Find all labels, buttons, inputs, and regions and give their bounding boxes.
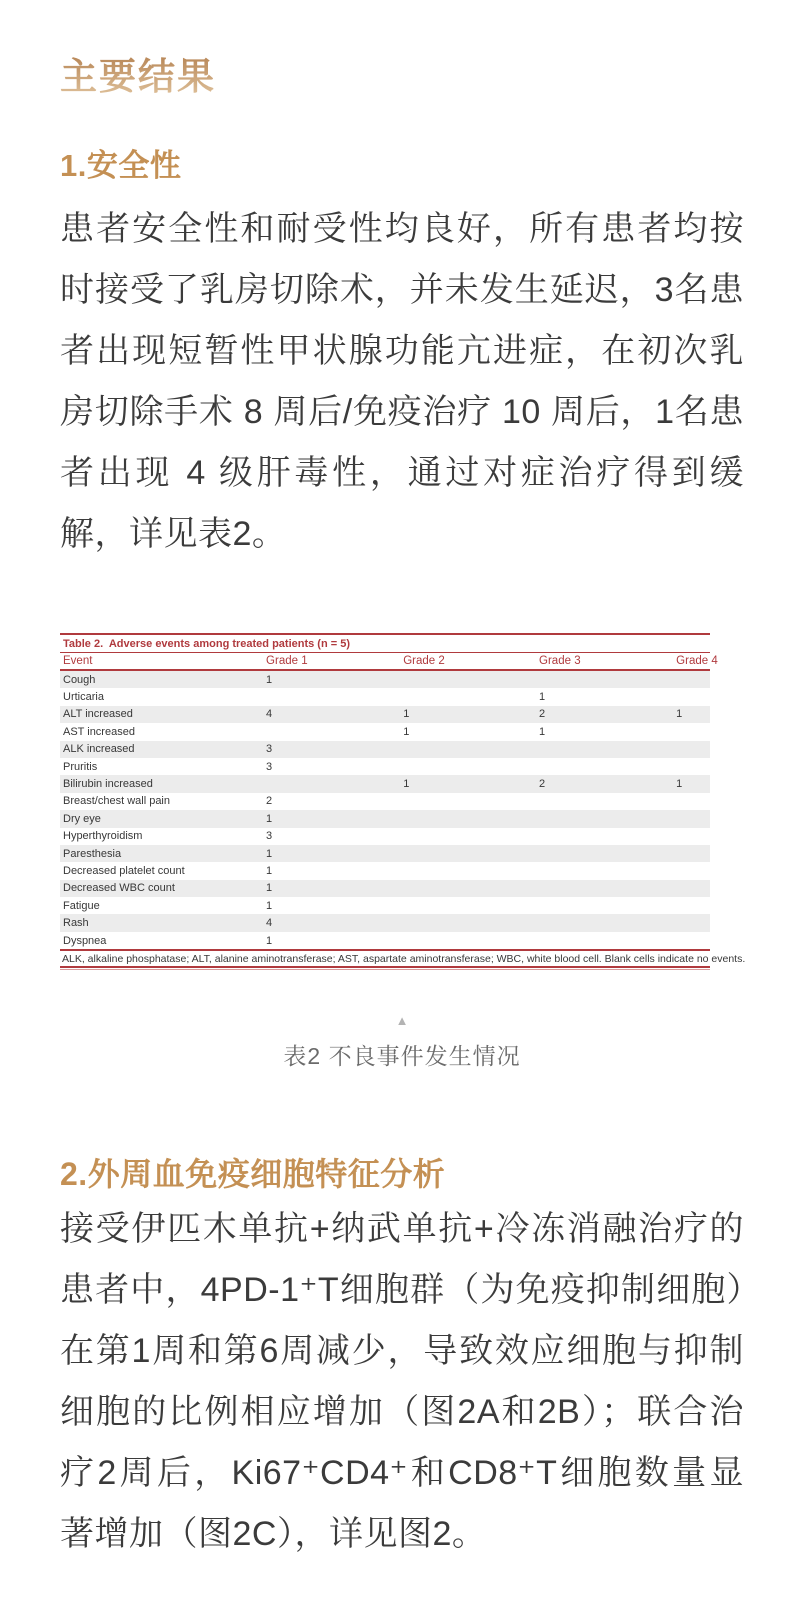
- grade-3-cell: 1: [539, 691, 546, 704]
- column-header-event: Event: [63, 655, 93, 667]
- grade-1-cell: 3: [266, 830, 273, 843]
- table-row: [60, 810, 710, 827]
- triangle-up-icon: ▲: [395, 1013, 409, 1029]
- table-row: [60, 914, 710, 931]
- column-header-grade-2: Grade 2: [403, 655, 445, 667]
- event-cell: Hyperthyroidism: [63, 830, 143, 843]
- event-cell: Dry eye: [63, 812, 101, 825]
- grade-3-cell: 1: [539, 725, 546, 738]
- event-cell: Urticaria: [63, 691, 104, 704]
- section-safety-heading: 1.安全性: [60, 148, 182, 183]
- grade-4-cell: 1: [676, 778, 683, 791]
- grade-3-cell: 2: [539, 778, 546, 791]
- table-row: [60, 897, 710, 914]
- table-body: [60, 671, 710, 949]
- grade-1-cell: 4: [266, 917, 273, 930]
- event-cell: AST increased: [63, 725, 135, 738]
- event-cell: Dyspnea: [63, 934, 107, 947]
- table-row: [60, 671, 710, 688]
- table-row: [60, 741, 710, 758]
- table-row: [60, 793, 710, 810]
- grade-4-cell: 1: [676, 708, 683, 721]
- event-cell: ALK increased: [63, 743, 135, 756]
- adverse-events-figure: [60, 633, 744, 1070]
- grade-1-cell: 2: [266, 795, 273, 808]
- event-cell: ALT increased: [63, 708, 133, 721]
- table-row: [60, 775, 710, 792]
- event-cell: Decreased platelet count: [63, 864, 185, 877]
- table-header-row: [60, 653, 718, 671]
- column-header-grade-1: Grade 1: [266, 655, 308, 667]
- section-safety: [60, 148, 744, 565]
- table-row: [60, 828, 710, 845]
- table-row: [60, 688, 710, 705]
- event-cell: Paresthesia: [63, 847, 122, 860]
- grade-2-cell: 1: [403, 725, 410, 738]
- grade-1-cell: 1: [266, 864, 273, 877]
- adverse-events-table: [60, 633, 746, 968]
- grade-1-cell: 1: [266, 934, 273, 947]
- table-row: [60, 932, 710, 949]
- column-header-grade-4: Grade 4: [676, 655, 718, 667]
- section-immune-heading: 2.外周血免疫细胞特征分析: [60, 1156, 446, 1193]
- page-title: 主要结果: [60, 54, 216, 98]
- section-immune-paragraph: 接受伊匹木单抗+纳武单抗+冷冻消融治疗的患者中，4PD-1⁺T细胞群（为免疫抑制细胞）在第1周和第6周减少，导致效应细胞与抑制细胞的比例相应增加（图2A和2B）；联合治疗2周后，Ki67⁺CD4⁺和CD8⁺T细胞数量显著增加（图2C），详见图2。: [60, 1210, 744, 1554]
- column-header-grade-3: Grade 3: [539, 655, 581, 667]
- event-cell: Cough: [63, 673, 96, 686]
- table-footnote: ALK, alkaline phosphatase; ALT, alanine aminotransferase; AST, aspartate aminotransferase; WBC, white blood cell. Blank cells indicate no events.: [60, 949, 710, 966]
- grade-3-cell: 2: [539, 708, 546, 721]
- table-row: [60, 845, 710, 862]
- table-row: [60, 862, 710, 879]
- grade-1-cell: 3: [266, 743, 273, 756]
- event-cell: Pruritis: [63, 760, 98, 773]
- grade-1-cell: 1: [266, 882, 273, 895]
- table-row: [60, 758, 710, 775]
- grade-1-cell: 1: [266, 899, 273, 912]
- event-cell: Rash: [63, 917, 89, 930]
- event-cell: Breast/chest wall pain: [63, 795, 170, 808]
- event-cell: Decreased WBC count: [63, 882, 175, 895]
- grade-2-cell: 1: [403, 708, 410, 721]
- grade-1-cell: 3: [266, 760, 273, 773]
- event-cell: Fatigue: [63, 899, 100, 912]
- table-row: [60, 706, 710, 723]
- table-row: [60, 723, 710, 740]
- event-cell: Bilirubin increased: [63, 778, 153, 791]
- table-row: [60, 880, 710, 897]
- grade-1-cell: 1: [266, 673, 273, 686]
- grade-1-cell: 1: [266, 812, 273, 825]
- grade-1-cell: 1: [266, 847, 273, 860]
- table-caption: 表2 不良事件发生情况: [283, 1043, 521, 1070]
- table-title: Table 2. Adverse events among treated patients (n = 5): [60, 635, 710, 653]
- grade-2-cell: 1: [403, 778, 410, 791]
- grade-1-cell: 4: [266, 708, 273, 721]
- section-immune: [60, 1155, 744, 1565]
- section-safety-paragraph: 患者安全性和耐受性均良好，所有患者均按时接受了乳房切除术，并未发生延迟，3名患者出现短暂性甲状腺功能亢进症，在初次乳房切除手术 8 周后/免疫治疗 10 周后，1名患者出现 4 级肝毒性，通过对症治疗得到缓解，详见表2。: [60, 210, 744, 553]
